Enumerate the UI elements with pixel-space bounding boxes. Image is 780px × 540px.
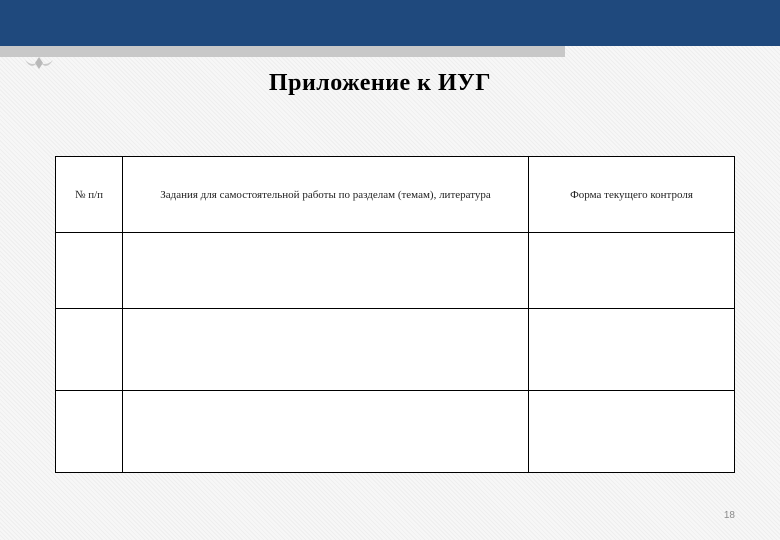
table-row [56, 309, 735, 391]
accent-strip [0, 46, 565, 57]
table-cell [123, 391, 529, 473]
table-cell [56, 233, 123, 309]
page-title: Приложение к ИУГ [268, 70, 492, 96]
table-cell [123, 309, 529, 391]
header-bar [0, 0, 780, 46]
header-number: № п/п [56, 157, 123, 233]
assignment-table [55, 156, 735, 473]
header-control-form: Форма текущего контроля [529, 157, 735, 233]
page-number: 18 [723, 510, 735, 521]
table-cell [56, 391, 123, 473]
table-cell [529, 391, 735, 473]
table-cell [529, 309, 735, 391]
table-cell [529, 233, 735, 309]
table-row [56, 391, 735, 473]
table-row [56, 233, 735, 309]
header-tasks: Задания для самостоятельной работы по разделам (темам), литература [123, 157, 529, 233]
table-header-row [56, 157, 735, 233]
table-cell [123, 233, 529, 309]
table-cell [56, 309, 123, 391]
